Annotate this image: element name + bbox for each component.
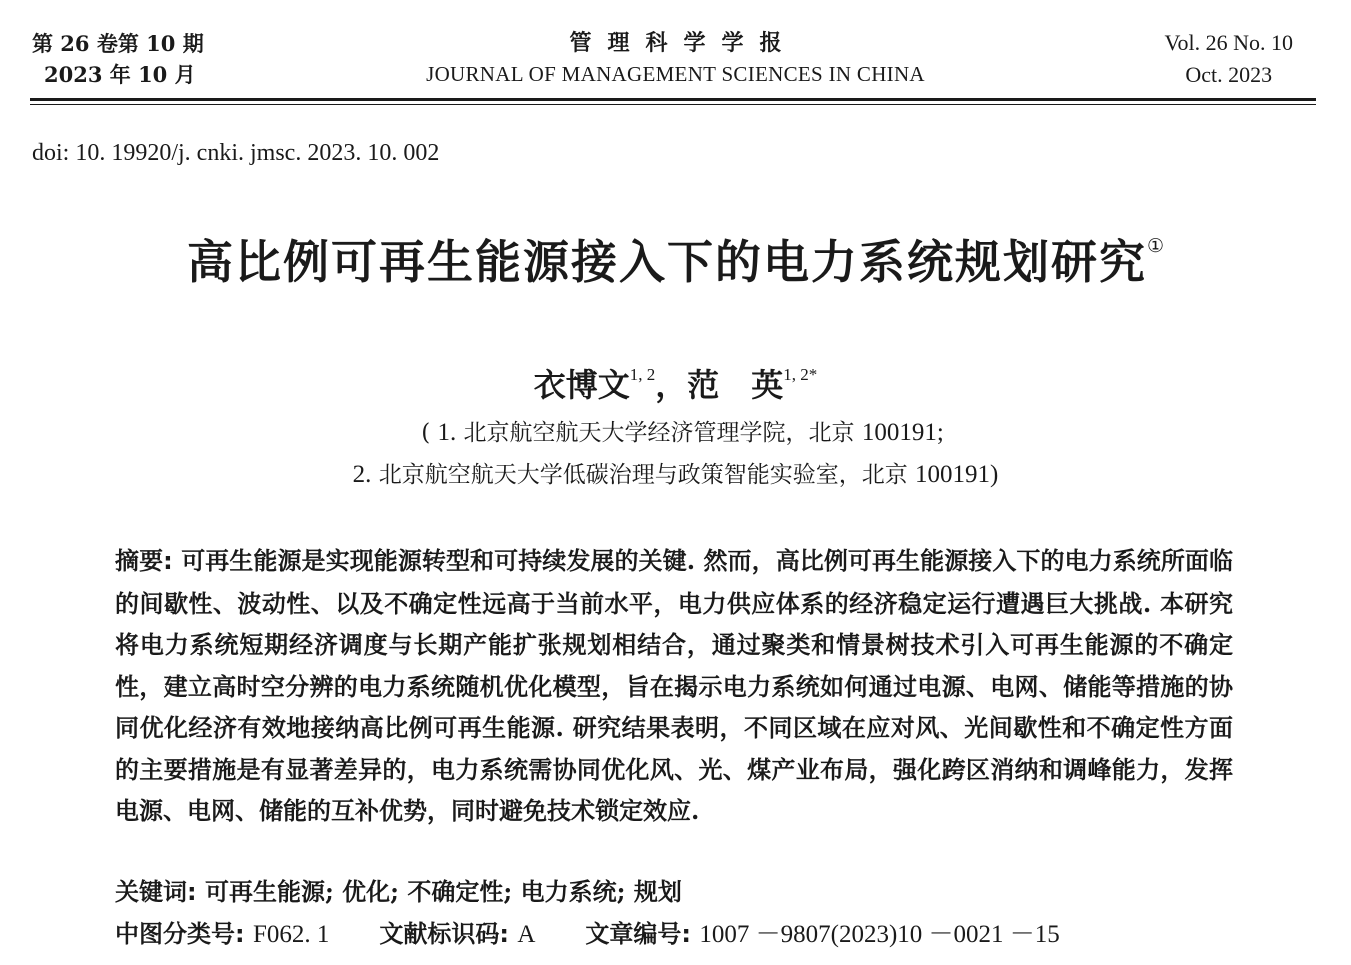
abstract-text: 可再生能源是实现能源转型和可持续发展的关键. 然而，高比例可再生能源接入下的电力系统所面临的间歇性、波动性、以及不确定性远高于当前水平，电力供应体系的经济稳定运行遭遇巨大挑战. 本研究将电力系统短期经济调度与长期产能扩张规划相结合，通过聚类和情景树技术引入可再生能源的不确定性，建立高时空分辨的电力系统随机优化模型，旨在揭示电力系统如何通过电源、电网、储能等措施的协同优化经济有效地接纳高比例可再生能源. 研究结果表明，不同区域在应对风、光间歇性和不确定性方面的主要措施是有显著差异的，电力系统需协同优化风、光、煤产业布局，强化跨区消纳和调峰能力，发挥电源、电网、储能的互补优势，同时避免技术锁定效应. <box>115 546 1233 825</box>
article-number-value: 1007 －9807(2023)10 －0021 －15 <box>699 921 1060 948</box>
header-volume-info-en <box>1164 27 1293 91</box>
affiliation-1 <box>0 414 1351 447</box>
header-date-cn: 2023 年 10 月 <box>44 62 196 87</box>
keywords-text: 可再生能源; 优化; 不确定性; 电力系统; 规划 <box>204 877 682 906</box>
affiliation-2 <box>0 456 1351 489</box>
author-name: 衣博文 <box>533 366 630 404</box>
journal-name-en: JOURNAL OF MANAGEMENT SCIENCES IN CHINA <box>426 62 925 86</box>
doc-code-label: 文献标识码: <box>379 920 509 948</box>
header-rule-thick <box>30 98 1316 101</box>
clc-label: 中图分类号: <box>115 920 245 948</box>
paper-title-text: 高比例可再生能源接入下的电力系统规划研究 <box>186 235 1147 289</box>
paper-title <box>0 226 1351 292</box>
doc-code-value: A <box>517 921 536 948</box>
affiliation-text: 北京航空航天大学低碳治理与政策智能实验室，北京 <box>378 462 908 488</box>
affiliation-number: 2. <box>352 461 372 488</box>
affiliation-postcode: 100191) <box>915 461 999 488</box>
header-volume-en: Vol. 26 No. 10 <box>1164 30 1293 55</box>
affiliation-number: 1. <box>437 419 457 446</box>
doi-line: doi: 10. 19920/j. cnki. jmsc. 2023. 10. 002 <box>32 140 440 166</box>
title-footnote-mark: ① <box>1146 235 1165 257</box>
affiliation-postcode: 100191; <box>861 419 944 446</box>
author-affiliation-mark: 1, 2* <box>783 365 818 384</box>
author-name: 范 英 <box>687 366 784 404</box>
journal-masthead <box>0 28 1351 90</box>
abstract <box>115 540 1233 832</box>
keywords-label: 关键词: <box>115 878 197 906</box>
header-volume-cn: 第 26 卷第 10 期 <box>32 31 204 56</box>
clc-value: F062. 1 <box>252 921 330 948</box>
article-number-label: 文章编号: <box>585 920 692 948</box>
author-affiliation-mark: 1, 2 <box>629 365 656 384</box>
header-rule-thin <box>30 104 1316 105</box>
journal-name-cn: 管理科学学报 <box>569 30 798 56</box>
author-separator: ， <box>655 366 688 404</box>
keywords <box>115 872 682 907</box>
abstract-label: 摘要: <box>115 547 173 575</box>
affiliation-open-paren: ( <box>421 420 431 446</box>
affiliation-text: 北京航空航天大学经济管理学院，北京 <box>463 420 855 446</box>
header-date-en: Oct. 2023 <box>1185 62 1273 87</box>
author-line <box>0 360 1351 406</box>
classification-line <box>115 914 1060 950</box>
